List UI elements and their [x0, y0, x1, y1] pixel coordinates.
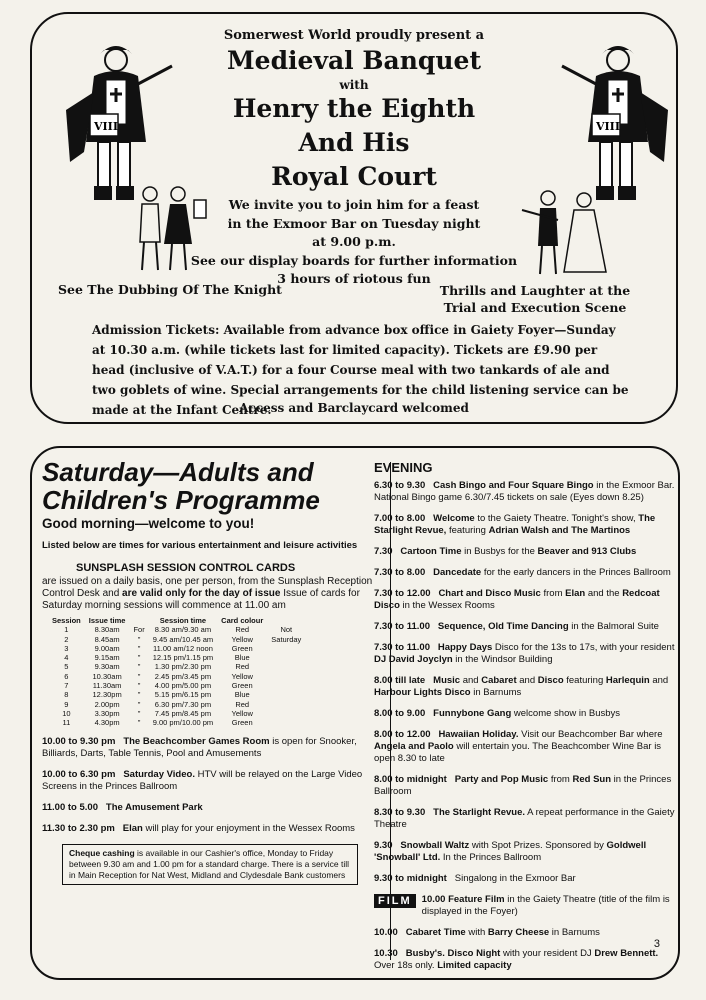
session-row	[48, 662, 305, 671]
evening-event	[374, 708, 678, 720]
session-cell: 4	[64, 653, 69, 663]
evening-event	[374, 729, 678, 765]
session-cell: 11.30am	[92, 681, 122, 691]
session-cell: 9.45 am/10.45 am	[152, 634, 214, 644]
evening-event	[374, 621, 678, 633]
session-cell: Not	[280, 625, 293, 635]
session-cell: "	[137, 690, 141, 700]
banquet-advert	[30, 12, 678, 424]
film-title: Feature Film	[448, 894, 505, 905]
session-cell: 9.15am	[94, 653, 120, 663]
event-time: 11.30 to 2.30 pm	[42, 822, 115, 834]
event-description: Dancedate for the early dancers in the Princes Ballroom	[433, 567, 671, 578]
session-cell: Red	[235, 699, 250, 709]
daytime-event	[42, 802, 382, 814]
event-title: The Amusement Park	[105, 801, 203, 813]
session-row	[48, 625, 305, 634]
film-text	[422, 894, 678, 918]
event-description: Cartoon Time in Busbys for the Beaver and 913 Clubs	[400, 546, 637, 557]
session-table-header	[48, 616, 305, 625]
session-cell: 1.30 pm/2.30 pm	[154, 662, 212, 672]
invite-line: at 9.00 p.m.	[312, 234, 396, 249]
evening-event	[374, 774, 678, 798]
session-cell: Yellow	[231, 708, 253, 718]
evening-event	[374, 807, 678, 831]
session-cell: Yellow	[231, 634, 253, 644]
event-time: 7.30 to 12.00	[374, 588, 431, 599]
banquet-presenter-line: Somerwest World proudly present a	[223, 28, 485, 43]
session-cell: 12.30pm	[92, 690, 122, 700]
session-cell	[267, 681, 305, 690]
daytime-events	[42, 736, 382, 835]
event-description: will play for your enjoyment in the Wessex Rooms	[145, 822, 355, 834]
session-cell: 6	[64, 671, 69, 681]
event-time: 9.30	[374, 840, 393, 851]
event-description: Hawaiian Holiday. Visit our Beachcomber Bar where Angela and Paolo will entertain you. The Beachcomber Wine Bar is open 8.30 to late	[374, 729, 663, 764]
col-header: Card colour	[221, 616, 264, 625]
page-number: 3	[653, 938, 660, 950]
payment-note: Access and Barclaycard welcomed	[239, 401, 469, 415]
event-time: 11.00 to 5.00	[42, 801, 98, 813]
evening-event	[374, 567, 678, 579]
event-description: Busby's. Disco Night with your resident DJ Drew Bennett. Over 18s only. Limited capacity	[374, 948, 659, 971]
session-cell: 8.45am	[94, 634, 120, 644]
event-description: Snowball Waltz with Spot Prizes. Sponsored by Goldwell 'Snowball' Ltd. In the Princes Ballroom	[374, 840, 647, 863]
session-row	[48, 681, 305, 690]
event-time: 10.00 to 6.30 pm	[42, 768, 116, 780]
session-cell: "	[137, 718, 141, 728]
session-cell: 2.45 pm/3.45 pm	[154, 671, 212, 681]
session-cell: 7	[64, 681, 69, 691]
session-row	[48, 672, 305, 681]
session-cell: 2	[64, 634, 69, 644]
intro-text: Listed below are times for various entertainment and leisure activities	[42, 540, 358, 551]
session-cell: "	[137, 681, 141, 691]
trial-note: Thrills and Laughter at the Trial and Execution Scene	[439, 283, 631, 315]
session-cell: 4.30pm	[94, 718, 120, 728]
session-cell: 12.15 pm/1.15 pm	[152, 653, 214, 663]
event-title: The Beachcomber Games Room	[123, 735, 270, 747]
event-time: 10.00 to 9.30 pm	[42, 735, 116, 747]
session-cell: Green	[231, 718, 253, 728]
greeting: Good morning—welcome to you!	[42, 516, 255, 531]
event-description: HTV will be relayed on the Large Video Screens in the Princes Ballroom	[42, 768, 363, 792]
session-row	[48, 644, 305, 653]
event-description: The Starlight Revue. A repeat performance in the Gaiety Theatre	[374, 807, 675, 830]
event-description: Cabaret Time with Barry Cheese in Barnums	[405, 927, 600, 938]
event-time: 8.00 to midnight	[374, 774, 447, 785]
session-cell: 3	[64, 643, 69, 653]
session-cell: Green	[231, 643, 253, 653]
session-table-body	[48, 625, 305, 727]
evening-event	[374, 513, 678, 537]
event-description: Welcome to the Gaiety Theatre. Tonight's show, The Starlight Revue, featuring Adrian Walsh and The Martinos	[374, 513, 656, 536]
session-cell: "	[137, 699, 141, 709]
session-cell: 2.00pm	[94, 699, 120, 709]
event-time: 6.30 to 9.30	[374, 480, 426, 491]
session-cell: 9.00 pm/10.00 pm	[152, 718, 214, 728]
session-row	[48, 700, 305, 709]
evening-event	[374, 840, 678, 864]
session-cell	[267, 700, 305, 709]
session-cell: Red	[235, 625, 250, 635]
programme-title: Saturday—Adults and Children's Programme	[42, 457, 320, 515]
event-description: Party and Pop Music from Red Sun in the Princes Ballroom	[374, 774, 672, 797]
session-cell: Green	[231, 681, 253, 691]
session-cell: 8.30am	[94, 625, 120, 635]
saturday-programme	[30, 446, 680, 980]
henry-label-right: VIII	[596, 120, 620, 133]
session-cell: "	[137, 671, 141, 681]
event-time: 8.30 to 9.30	[374, 807, 426, 818]
event-time: 7.00 to 8.00	[374, 513, 426, 524]
session-cell: 9.00am	[94, 643, 120, 653]
session-table	[48, 616, 305, 728]
event-time: 7.30 to 11.00	[374, 621, 430, 632]
session-cell	[267, 690, 305, 699]
evening-event	[374, 948, 678, 972]
session-cell: "	[137, 643, 141, 653]
event-description: Music and Cabaret and Disco featuring Harlequin and Harbour Lights Disco in Barnums	[374, 675, 669, 698]
evening-event	[374, 927, 678, 939]
session-cell: 8	[64, 690, 69, 700]
session-cell: "	[137, 662, 141, 672]
banquet-title: Medieval Banquet	[226, 46, 481, 75]
invite-line: 3 hours of riotous fun	[277, 271, 431, 286]
evening-heading: EVENING	[374, 460, 433, 475]
invite-line: We invite you to join him for a feast	[228, 197, 480, 212]
film-time: 10.00	[421, 894, 446, 905]
session-cell	[267, 709, 305, 718]
session-row	[48, 653, 305, 662]
late-events	[374, 927, 678, 972]
event-time: 8.00 to 9.00	[374, 708, 426, 719]
banquet-and-his: And His	[298, 128, 410, 157]
event-description: is open for Snooker, Billiards, Darts, Table Tennis, Pool and Amusements	[42, 735, 357, 759]
event-time: 7.30 to 11.00	[374, 642, 430, 653]
evening-event	[374, 873, 678, 885]
admission-details: Admission Tickets: Available from advance box office in Gaiety Foyer—Sunday at 10.30 a.m. (while tickets last for limited capacity). Tickets are £9.90 per head (inclusive of V.A.T.) for a four Course meal with two tankards of ale and two goblets of wine. Special arrangements for the child listening service can be made at the Infant Centre.	[92, 323, 629, 417]
event-description: Happy Days Disco for the 13s to 17s, with your resident DJ David Joyclyn in the Windsor Building	[374, 642, 675, 665]
banquet-royal-court: Royal Court	[271, 162, 437, 191]
session-cell: Saturday	[271, 634, 302, 644]
film-badge: FILM	[374, 894, 416, 908]
event-description: Cash Bingo and Four Square Bingo in the Exmoor Bar. National Bingo game 6.30/7.45 tickets on sale (Eyes down 8.25)	[374, 480, 675, 503]
event-time: 8.00 till late	[374, 675, 426, 686]
sunsplash-text	[42, 576, 382, 612]
col-header: Issue time	[88, 616, 126, 625]
banquet-henry: Henry the Eighth	[232, 94, 476, 123]
sunsplash-heading: SUNSPLASH SESSION CONTROL CARDS	[76, 562, 296, 574]
col-header	[267, 616, 305, 625]
event-time: 8.00 to 12.00	[374, 729, 431, 740]
event-time: 9.30 to midnight	[374, 873, 447, 884]
session-cell: 11.00 am/12 noon	[152, 643, 213, 653]
session-row	[48, 690, 305, 699]
session-cell: 10	[62, 708, 71, 718]
evening-events	[374, 480, 678, 885]
session-cell: 10.30am	[92, 671, 122, 681]
cheque-text: is available in our Cashier's office, Monday to Friday between 9.30 am and 1.00 pm for a standard charge. There is a service till in Main Reception for Nat West, Midland and Clydesdale Bank customers	[69, 847, 350, 880]
session-cell: 5.15 pm/6.15 pm	[154, 690, 212, 700]
evening-event	[374, 675, 678, 699]
event-time: 10.30	[374, 948, 398, 959]
session-row	[48, 709, 305, 718]
evening-column	[374, 462, 678, 981]
daytime-event	[42, 823, 382, 835]
session-cell: 1	[64, 625, 69, 635]
banquet-with: with	[339, 78, 369, 92]
daytime-event	[42, 769, 382, 793]
session-cell: "	[137, 708, 141, 718]
cheque-title: Cheque cashing	[69, 847, 135, 858]
daytime-column	[42, 458, 382, 885]
session-cell	[267, 662, 305, 671]
session-cell: Blue	[234, 653, 250, 663]
evening-event	[374, 546, 678, 558]
invite-line: See our display boards for further information	[190, 252, 518, 268]
sunsplash-text-a: are issued on a daily basis, one per person, from the Sunsplash Reception Control Desk and	[42, 576, 373, 599]
session-cell	[267, 672, 305, 681]
session-cell: 6.30 pm/7.30 pm	[154, 699, 212, 709]
event-description: Sequence, Old Time Dancing in the Balmoral Suite	[437, 621, 659, 632]
daytime-event	[42, 736, 382, 760]
session-cell: 5	[64, 662, 69, 672]
event-time: 7.30	[374, 546, 393, 557]
dubbing-note: See The Dubbing Of The Knight	[58, 282, 282, 297]
event-description: Singalong in the Exmoor Bar	[454, 873, 576, 884]
event-description: Funnybone Gang welcome show in Busbys	[433, 708, 621, 719]
session-cell	[267, 653, 305, 662]
session-cell: 3.30pm	[94, 708, 120, 718]
banquet-invitation	[32, 196, 676, 289]
col-header: Session time	[159, 616, 207, 625]
col-header	[129, 616, 148, 625]
session-cell: 9	[64, 699, 69, 709]
col-header: Session	[52, 616, 81, 625]
evening-event	[374, 480, 678, 504]
event-title: Elan	[122, 822, 143, 834]
session-cell: 9.30am	[94, 662, 120, 672]
film-rest: in the Gaiety Theatre (title of the film is displayed in the Foyer)	[421, 894, 670, 917]
film-event	[374, 894, 678, 918]
session-cell: Yellow	[231, 671, 253, 681]
event-time: 10.00	[374, 927, 398, 938]
session-cell: 4.00 pm/5.00 pm	[154, 681, 212, 691]
cheque-cashing-notice	[62, 844, 358, 885]
session-cell: Blue	[234, 690, 250, 700]
evening-event	[374, 588, 678, 612]
session-cell: 7.45 pm/8.45 pm	[154, 708, 212, 718]
invite-line: in the Exmoor Bar on Tuesday night	[227, 215, 481, 231]
session-row	[48, 718, 305, 727]
event-description: Chart and Disco Music from Elan and the Redcoat Disco in the Wessex Rooms	[374, 588, 660, 611]
session-cell	[267, 644, 305, 653]
event-title: Saturday Video.	[123, 768, 195, 780]
session-cell: 8.30 am/9.30 am	[154, 625, 212, 635]
evening-event	[374, 642, 678, 666]
sunsplash-text-b: are valid only for the day of issue	[122, 588, 281, 599]
session-cell: Red	[235, 662, 250, 672]
event-time: 7.30 to 8.00	[374, 567, 426, 578]
henry-label-left: VIII	[94, 120, 118, 133]
sunsplash-text-c: Issue of cards for Saturday morning sessions will commence at 11.00 am	[42, 588, 360, 611]
session-cell: "	[137, 653, 141, 663]
session-row	[48, 635, 305, 644]
session-cell: For	[133, 625, 145, 635]
session-cell	[267, 718, 305, 727]
session-cell: 11	[62, 718, 71, 728]
session-cell: "	[137, 634, 141, 644]
